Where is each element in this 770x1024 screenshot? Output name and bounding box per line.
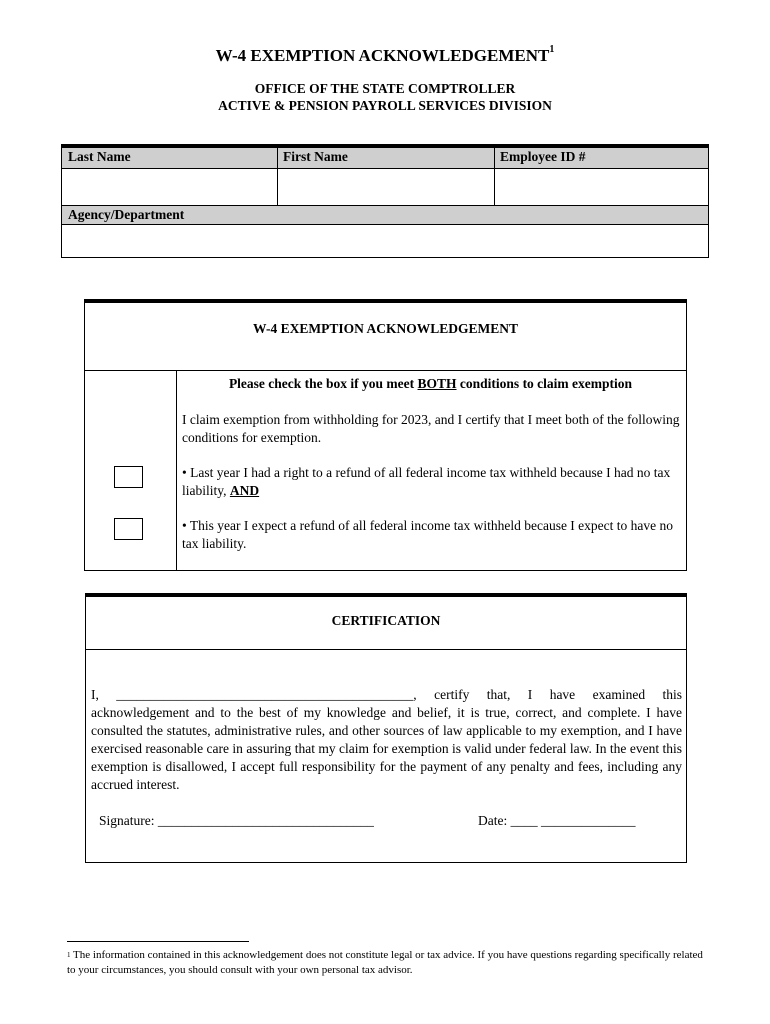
condition-1-checkbox[interactable] (114, 466, 143, 488)
signature-label: Signature: (99, 813, 158, 828)
condition-1-text: • Last year I had a right to a refund of all federal income tax withheld because I had no tax liability, AND (182, 465, 671, 498)
date-line (478, 812, 636, 830)
date-label: Date: (478, 813, 511, 828)
employee-id-field[interactable] (495, 169, 708, 205)
footnote: $^1$ The information contained in this acknowledgement does not constitute legal or tax advice. If you have questions regarding specifically related to your circumstances, you should consult with your own personal tax advisor. (67, 949, 703, 976)
footnote-separator (67, 941, 249, 942)
condition-2-text: • This year I expect a refund of all federal income tax withheld because I expect to have no tax liability. (182, 518, 674, 551)
signature-blank[interactable]: ________________________________ (157, 813, 374, 828)
division-name: ACTIVE & PENSION PAYROLL SERVICES DIVISION (218, 98, 552, 113)
both-emphasis: BOTH (417, 376, 457, 391)
condition-2-checkbox[interactable] (114, 518, 143, 540)
last-name-field[interactable] (62, 169, 277, 205)
certification-heading: CERTIFICATION (331, 613, 441, 628)
page-title: W-4 EXEMPTION ACKNOWLEDGEMENT$^1$ (215, 44, 555, 65)
employee-id-label: Employee ID # (500, 149, 586, 164)
agency-field[interactable] (62, 225, 708, 258)
last-name-label: Last Name (68, 149, 131, 164)
and-emphasis: AND (229, 483, 260, 498)
first-name-label: First Name (283, 149, 348, 164)
section-rule (84, 299, 687, 303)
employee-info-table (61, 144, 709, 258)
certifier-name-blank[interactable]: ____________________________________________ (116, 687, 414, 702)
section-divider (86, 649, 686, 650)
exemption-claim-text: I claim exemption from withholding for 2023, and I certify that I meet both of the following conditions for exemption. (182, 412, 680, 445)
footnote-number: 1 (67, 951, 71, 959)
first-name-field[interactable] (278, 169, 494, 205)
exemption-instruction: Please check the box if you meet BOTH conditions to claim exemption (228, 376, 633, 391)
signature-line (99, 812, 374, 830)
agency-header-row (62, 205, 708, 225)
section-rule (85, 593, 687, 597)
agency-label: Agency/Department (68, 207, 185, 222)
certification-text: I, ____________________________________________, certify that, I have examined this acknowledgement and to the best of my knowledge and belief, it is true, correct, and complete. I have consulted the statutes, administrative rules, and other sources of law applicable to my exemption, and I have exercised reasonable care in assuring that my claim for exemption is valid under federal law. In the event this exemption is disallowed, I accept full responsibility for the payment of any penalty and fees, including any accrued interest. (91, 687, 682, 792)
checkbox-column-divider (176, 370, 177, 570)
footnote-marker: 1 (549, 44, 555, 55)
office-name: OFFICE OF THE STATE COMPTROLLER (254, 81, 516, 96)
date-blank[interactable]: ____ ______________ (510, 813, 636, 828)
employee-header-row (62, 148, 708, 169)
exemption-heading: W-4 EXEMPTION ACKNOWLEDGEMENT (252, 321, 519, 336)
